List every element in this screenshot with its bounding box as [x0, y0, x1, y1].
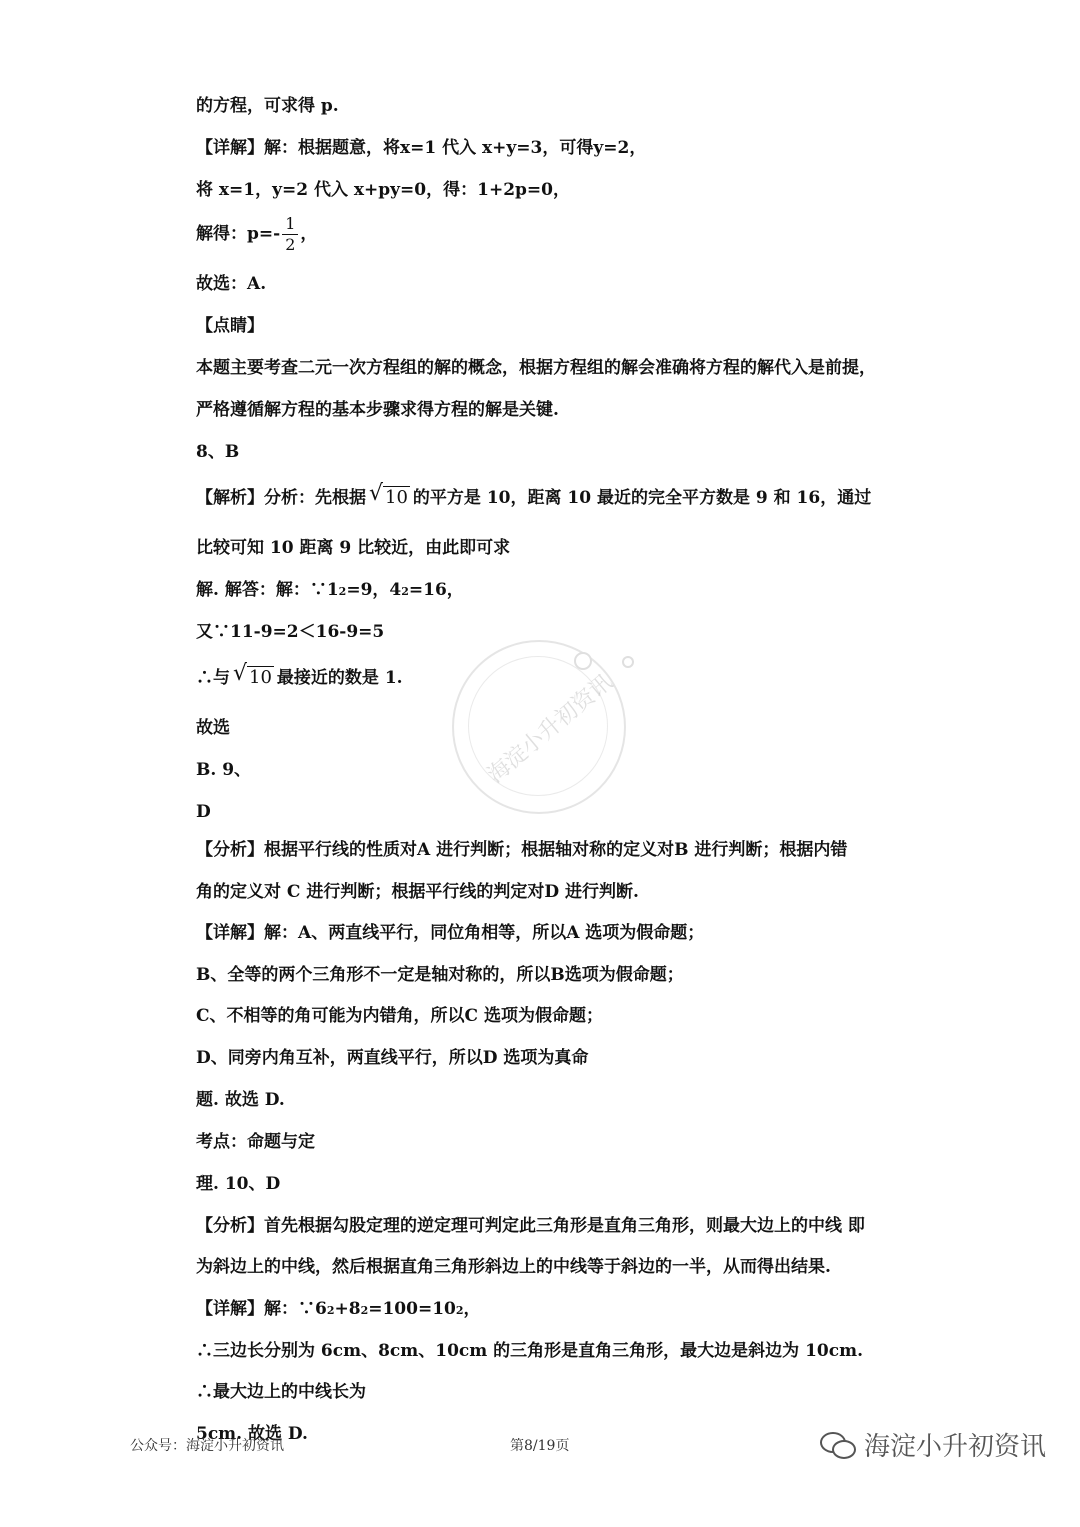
- text-segment: ，: [300, 224, 318, 244]
- exponent: 2: [401, 585, 409, 598]
- question-number: 8、B: [196, 442, 240, 462]
- section-heading: 【点睛】: [196, 316, 264, 336]
- footer-brand-name: 海淀小升初资讯: [864, 1432, 1047, 1462]
- text-line: 本题主要考查二元一次方程组的解的概念，根据方程组的解会准确将方程的解代入是前提，: [196, 358, 876, 378]
- text-line: B、全等的两个三角形不一定是轴对称的，所以B选项为假命题；: [196, 965, 684, 985]
- sqrt-expression: [233, 661, 274, 690]
- fraction-numerator: 1: [285, 214, 296, 233]
- watermark-dot-small: [622, 656, 634, 668]
- text-line: 理. 10、D: [196, 1174, 281, 1194]
- text-line: 比较可知 10 距离 9 比较近，由此即可求: [196, 538, 511, 558]
- text-line: 故选: [196, 718, 230, 738]
- exponent: 2: [360, 1304, 369, 1317]
- text-line: 又∵11-9=2＜16-9=5: [196, 622, 385, 642]
- text-line: 故选：A.: [196, 274, 267, 294]
- text-segment: 解得：p=-: [196, 224, 281, 244]
- text-line: ∴三边长分别为 6cm、8cm、10cm 的三角形是直角三角形，最大边是斜边为 10cm.: [196, 1341, 863, 1361]
- text-line: 角的定义对 C 进行判断；根据平行线的判定对D 进行判断.: [196, 882, 639, 902]
- watermark-dot-large: [574, 652, 592, 670]
- exponent: 2: [455, 1304, 464, 1317]
- footer-account: 公众号：海淀小升初资讯: [130, 1438, 284, 1454]
- page-number: 第8/19页: [510, 1438, 570, 1454]
- exponent: 2: [326, 1304, 335, 1317]
- text-line: 【分析】根据平行线的性质对A 进行判断；根据轴对称的定义对B 进行判断；根据内错: [196, 840, 848, 860]
- text-line: 【分析】首先根据勾股定理的逆定理可判定此三角形是直角三角形，则最大边上的中线 即: [196, 1216, 865, 1236]
- text-line-powers: [196, 1297, 481, 1323]
- text-segment: =9，4: [346, 580, 402, 600]
- text-line: ∴最大边上的中线长为: [196, 1382, 366, 1402]
- text-segment: 【解析】分析：先根据: [196, 488, 366, 508]
- text-segment: 解. 解答：解：∵1: [196, 580, 339, 600]
- radical-sign: √: [369, 481, 384, 506]
- wechat-bubble-small: [832, 1440, 856, 1459]
- text-line: 【详解】解：根据题意，将x=1 代入 x+y=3，可得y=2，: [196, 138, 647, 158]
- watermark-text: 海淀小升初资讯: [483, 669, 618, 789]
- text-line: 严格遵循解方程的基本步骤求得方程的解是关键.: [196, 400, 559, 420]
- text-line-fraction: [196, 214, 317, 255]
- text-line: 5cm. 故选 D.: [196, 1424, 308, 1444]
- text-segment: 【详解】解：∵6: [196, 1299, 327, 1319]
- sqrt-expression: [369, 481, 410, 510]
- radicand: 10: [249, 667, 272, 688]
- text-line-sqrt: [196, 661, 403, 690]
- radicand: 10: [385, 487, 408, 508]
- text-line-powers: [196, 578, 464, 604]
- text-line: 将 x=1，y=2 代入 x+py=0，得：1+2p=0，: [196, 180, 570, 200]
- text-segment: =16，: [408, 580, 464, 600]
- text-segment: +8: [334, 1299, 361, 1319]
- text-line: 的方程，可求得 p.: [196, 96, 339, 116]
- text-segment: 的平方是 10，距离 10 最近的完全平方数是 9 和 16，通过: [412, 488, 872, 508]
- text-line: 考点：命题与定: [196, 1132, 315, 1152]
- text-segment: ∴与: [196, 668, 230, 688]
- text-segment: 最接近的数是 1.: [276, 668, 403, 688]
- text-segment: ，: [463, 1299, 481, 1319]
- text-line: C、不相等的角可能为内错角，所以C 选项为假命题；: [196, 1006, 603, 1026]
- wechat-icon: [820, 1432, 854, 1458]
- text-line: D、同旁内角互补，两直线平行，所以D 选项为真命: [196, 1048, 589, 1068]
- exponent: 2: [338, 585, 347, 598]
- watermark-seal: [452, 640, 626, 814]
- text-line: B. 9、: [196, 760, 252, 780]
- text-segment: =100=10: [368, 1299, 456, 1319]
- fraction: [282, 214, 298, 255]
- text-line: D: [196, 802, 211, 822]
- text-line-sqrt: [196, 481, 872, 510]
- text-line: 【详解】解：A、两直线平行，同位角相等，所以A 选项为假命题；: [196, 923, 705, 943]
- text-line: 题. 故选 D.: [196, 1090, 285, 1110]
- radical-sign: √: [233, 661, 248, 686]
- footer-brand: [820, 1426, 1046, 1463]
- text-line: 为斜边上的中线，然后根据直角三角形斜边上的中线等于斜边的一半，从而得出结果.: [196, 1257, 831, 1277]
- fraction-denominator: 2: [282, 234, 298, 255]
